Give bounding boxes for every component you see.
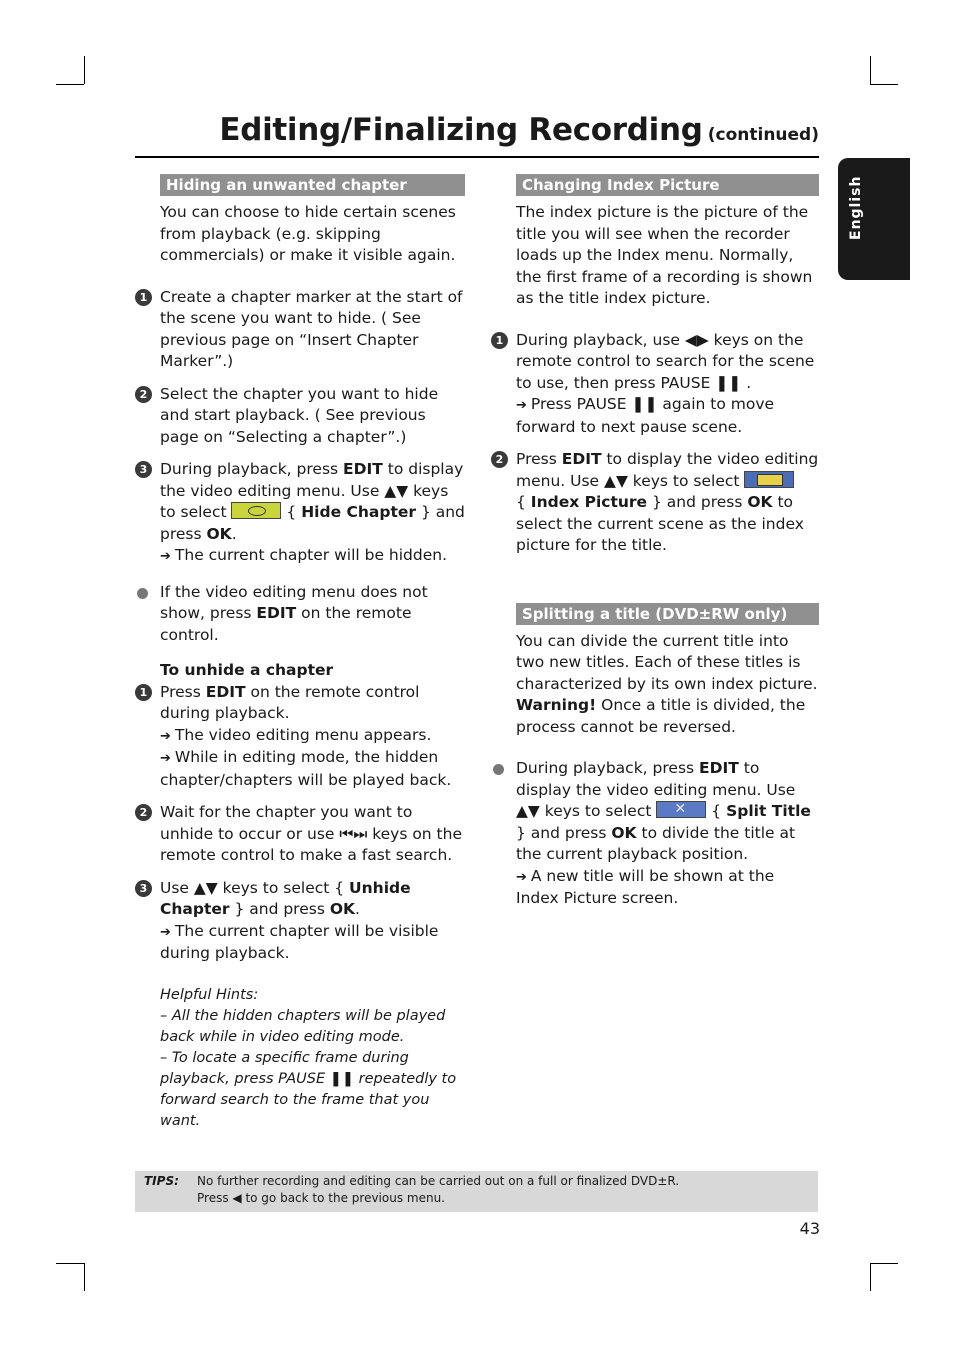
arrow-icon: ➔ (160, 549, 171, 564)
crop-mark (870, 84, 898, 85)
hint-item: – To locate a specific frame during playback, press PAUSE ❚❚ repeatedly to forward search to the frame that you want. (160, 1049, 457, 1129)
step-number: 2 (491, 451, 508, 468)
step-text: Create a chapter marker at the start of the scene you want to hide. ( See previous page on “Insert Chapter Marker”.) (160, 287, 463, 370)
step-number: 3 (135, 880, 152, 897)
unhide-step-2 (139, 802, 465, 867)
title-rule (135, 156, 819, 158)
unhide-heading: To unhide a chapter (160, 661, 334, 679)
intro-text: The index picture is the picture of the title you will see when the recorder loads up the Index menu. Normally, the first frame of a recording is shown as the title index picture. (516, 203, 813, 307)
step-text: During playback, use ◀▶ keys on the remote control to search for the scene to use, then press PAUSE ❚❚ . (516, 330, 815, 392)
arrow-icon: ➔ (160, 924, 171, 940)
crop-mark (84, 1263, 85, 1291)
hint-item: – All the hidden chapters will be played back while in video editing mode. (160, 1007, 446, 1045)
result-line: ➔ The current chapter will be hidden. (160, 546, 448, 564)
continued-label: (continued) (707, 125, 819, 145)
section-title-split: Splitting a title (DVD±RW only) (516, 603, 819, 625)
step-number: 2 (135, 386, 152, 403)
page-title-text: Editing/Finalizing Recording (219, 112, 703, 148)
arrow-icon: ➔ (160, 751, 171, 766)
bullet-note: If the video editing menu does not show, press EDIT on the remote control. (160, 582, 465, 647)
unhide-step-3: 3 Use ▲▼ keys to select { Unhide Chapter } and press OK. ➔ The current chapter will be visible during playback. (160, 878, 465, 965)
hints-title: Helpful Hints: (160, 986, 259, 1003)
split-bullet: During playback, press EDIT to display the video editing menu. Use ▲▼ keys to select ✕ { Split Title } and press OK to divide the title at the current playback position. ➔ A new title will be shown at the Index Picture screen. (516, 758, 819, 910)
bullet-icon (137, 588, 148, 599)
crop-mark (870, 1263, 898, 1264)
step-number: 1 (135, 684, 152, 701)
result-line: ➔ While in editing mode, the hidden chapter/chapters will be played back. (160, 748, 452, 789)
step-number: 1 (491, 332, 508, 349)
step-2 (139, 384, 465, 449)
step-text: Select the chapter you want to hide and start playback. ( See previous page on “Selecting a chapter”.) (160, 384, 439, 446)
result-line: ➔ Press PAUSE ❚❚ again to move forward to next pause scene. (516, 395, 775, 436)
arrow-icon: ➔ (516, 398, 527, 413)
index-step-2: 2 Press EDIT to display the video editing menu. Use ▲▼ keys to select { Index Picture } and press OK to select the current scene as the index picture for the title. (516, 449, 819, 557)
step-number: 2 (135, 804, 152, 821)
language-tab-label: English (848, 175, 864, 240)
section-title-hiding: Hiding an unwanted chapter (160, 174, 465, 196)
crop-mark (870, 1263, 871, 1291)
tips-text (197, 1173, 679, 1207)
step-text: Wait for the chapter you want to unhide to occur or use ⏮⏭ keys on the remote control to make a fast search. (160, 803, 462, 864)
hide-chapter-icon (231, 502, 281, 519)
tips-line: No further recording and editing can be carried out on a full or finalized DVD±R. (197, 1174, 680, 1188)
page-title (135, 112, 819, 156)
crop-mark (56, 1263, 84, 1264)
section-title-index: Changing Index Picture (516, 174, 819, 196)
left-column (139, 174, 465, 1132)
tips-box (135, 1171, 818, 1212)
result-line: ➔ The current chapter will be visible during playback. (160, 921, 439, 962)
crop-mark (870, 56, 871, 84)
result-line: ➔ The video editing menu appears. (160, 725, 432, 744)
right-column (495, 174, 819, 921)
intro-text: You can choose to hide certain scenes from playback (e.g. skipping commercials) or make it visible again. (160, 203, 456, 264)
step-3 (139, 459, 465, 568)
page-number: 43 (799, 1219, 820, 1238)
step-number: 3 (135, 461, 152, 478)
crop-mark (84, 56, 85, 84)
bullet-icon (493, 764, 504, 775)
step-text: During playback, press EDIT to display the video editing menu. Use ▲▼ keys to select { Hide Chapter } and press OK. (160, 460, 465, 543)
split-intro: You can divide the current title into two new titles. Each of these titles is characterized by its own index picture. Warning! Once a title is divided, the process cannot be reversed. (516, 631, 818, 736)
tips-label: TIPS: (144, 1174, 179, 1188)
step-number: 1 (135, 289, 152, 306)
step-1 (139, 287, 465, 373)
index-picture-icon (744, 471, 794, 488)
crop-mark (56, 84, 84, 85)
helpful-hints (160, 985, 465, 1132)
tips-line: Press ◀ to go back to the previous menu. (197, 1191, 445, 1205)
index-step-1 (495, 330, 819, 439)
unhide-step-1: 1 Press EDIT on the remote control during playback. ➔ The video editing menu appears. ➔ While in editing mode, the hidden chapter/chapters will be played back. (160, 682, 465, 792)
arrow-icon: ➔ (160, 728, 171, 744)
split-title-icon (656, 801, 706, 818)
result-line: ➔ A new title will be shown at the Index Picture screen. (516, 866, 775, 907)
arrow-icon: ➔ (516, 869, 527, 885)
